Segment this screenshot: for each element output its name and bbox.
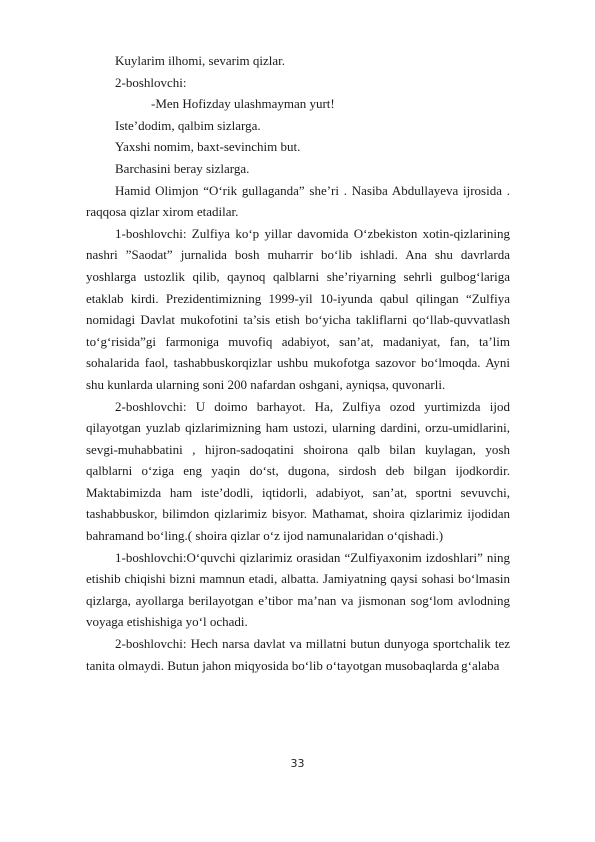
poem-line: Barchasini beray sizlarga. xyxy=(115,160,250,176)
paragraph: 1-boshlovchi: Zulfiya ko‘p yillar davomida O‘zbekiston xotin-qizlarining nashri ”Saodat” jurnalida bosh muharrir bo‘lib ishladi. Ana shu davrlarda yoshlarga ustozlik qilib, qaynoq qalblarni she’riyarning sehrli gulbog‘lariga etaklab kirdi. Prezidentimizning 1999-yil 10-iyunda qabul qilingan “Zulfiya nomidagi Davlat mukofotini ta’sis etish bo‘yicha takliflarni qo‘llab-quvvatlash to‘g‘risida”gi farmoniga muvofiq adabiyot, san’at, madaniyat, fan, ta’lim sohalarida faol, tashabbuskorqizlar ushbu mukofotga sazovor bo‘lmoqda. Ayni shu kunlarda ularning soni 200 nafardan oshgani, ayniqsa, quvonarli. xyxy=(86,225,510,392)
paragraph: 2-boshlovchi: U doimo barhayot. Ha, Zulfiya ozod yurtimizda ijod qilayotgan yuzlab qizlarimizning ham ustozi, ularning dardini, orzu-umidlarini, sevgi-muhabbatini , hijron-sadoqatini shoirona qalb bilan kuylagan, yosh qalblarni o‘ziga eng yaqin do‘st, dugona, sirdosh deb bilgan ijodkordir. Maktabimizda ham iste’dodli, iqtidorli, adabiyot, san’at, sportni sevuvchi, tashabbuskor, bilimdon qizlarimiz bisyor. Mathamat, shoira qizlarimiz ijodidan bahramand bo‘ling.( shoira qizlar o‘z ijod namunalaridan o‘qishadi.) xyxy=(86,398,510,544)
paragraph: 2-boshlovchi: Hech narsa davlat va millatni butun dunyoga sportchalik tez tanita olmaydi. Butun jahon miqyosida bo‘lib o‘tayotgan musobaqlarda g‘alaba xyxy=(86,636,510,673)
poem-line: Kuylarim ilhomi, sevarim qizlar. xyxy=(115,53,286,68)
speaker-label: 2-boshlovchi: xyxy=(115,74,187,90)
poem-line: Yaxshi nomim, baxt-sevinchim but. xyxy=(115,139,301,155)
page-number: 33 xyxy=(290,757,305,770)
poem-line: -Men Hofizday ulashmayman yurt! xyxy=(151,96,335,112)
poem-line: Iste’dodim, qalbim sizlarga. xyxy=(115,117,261,133)
paragraph: 1-boshlovchi:O‘quvchi qizlarimiz orasidan “Zulfiyaxonim izdoshlari” ning etishib chiqishi bizni mamnun etadi, albatta. Jamiyatning qaysi sohasi bo‘lmasin qizlarga, ayollarga berilayotgan e’tibor ma’nan va jismonan sog‘lom avlodning voyaga etishishiga yo‘l ochadi. xyxy=(86,549,510,630)
body-text xyxy=(86,50,510,676)
paragraph: Hamid Olimjon “O‘rik gullaganda” she’ri . Nasiba Abdullayeva ijrosida . raqqosa qizlar xirom etadilar. xyxy=(86,182,510,220)
